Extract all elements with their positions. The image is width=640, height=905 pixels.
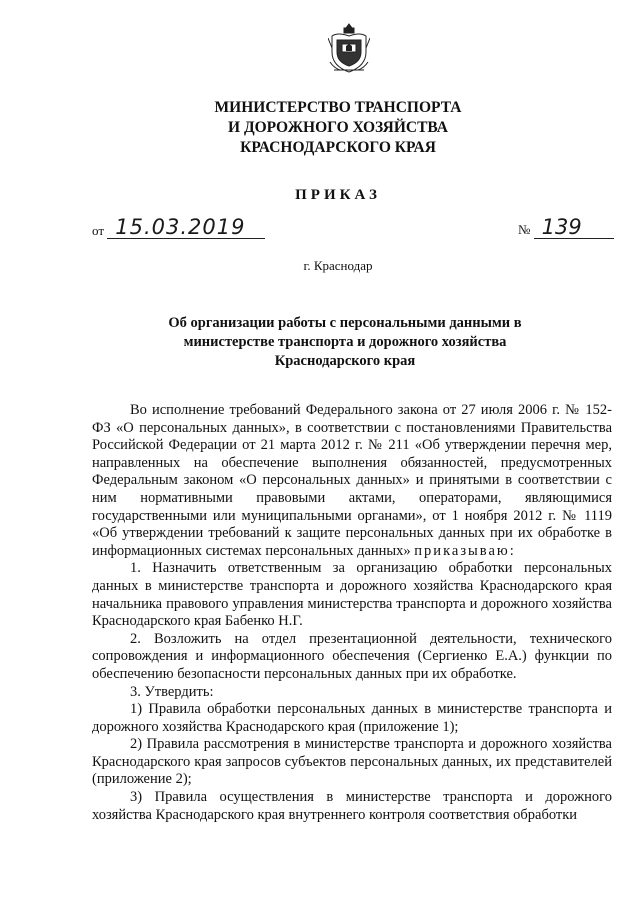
document-subject: Об организации работы с персональными данными в министерстве транспорта и дорожного хозяйства Краснодарского края <box>168 315 522 369</box>
handwritten-number: 139 <box>534 216 614 239</box>
order-subitem: 2) Правила рассмотрения в министерстве транспорта и дорожного хозяйства Краснодарского края запросов субъектов персональных данных, их представителей (приложение 2); <box>92 736 612 788</box>
coat-of-arms-emblem <box>328 22 370 76</box>
document-body <box>92 402 612 824</box>
order-item: 3. Утвердить: <box>130 683 214 700</box>
date-prefix: от <box>92 223 105 238</box>
document-type-label: ПРИКАЗ <box>295 187 381 203</box>
order-word: приказываю: <box>414 542 516 559</box>
city-label: г. Краснодар <box>303 258 373 273</box>
order-subitem: 1) Правила обработки персональных данных в министерстве транспорта и дорожного хозяйства Краснодарского края (приложение 1); <box>92 701 612 735</box>
city <box>0 258 640 274</box>
document-type <box>0 187 640 204</box>
order-item: 2. Возложить на отдел презентационной деятельности, технического сопровождения и информационного обеспечения (Сергиенко Е.А.) функции по обеспечению безопасности персональных данных при их обработке. <box>92 630 612 682</box>
intro-paragraph <box>92 402 612 560</box>
ministry-line: И ДОРОЖНОГО ХОЗЯЙСТВА <box>228 119 448 136</box>
intro-text: Во исполнение требований Федерального закона от 27 июля 2006 г. № 152-ФЗ «О персональных данных», в соответствии с постановлениями Правительства Российской Федерации от 21 марта 2012 г. № 211 «Об утверждении перечня мер, направленных на обеспечение выполнения обязанностей, предусмотренных Федеральным законом «О персональных данных» и принятыми в соответствии с ним нормативными правовыми актами, операторами, являющимися государственными или муниципальными органами», от 1 ноября 2012 г. № 1119 «Об утверждении требований к защите персональных данных при их обработке в информационных системах персональных данных» <box>92 402 612 559</box>
number-field <box>518 216 614 239</box>
number-prefix: № <box>518 222 531 237</box>
ministry-line: КРАСНОДАРСКОГО КРАЯ <box>240 139 436 156</box>
order-item: 1. Назначить ответственным за организацию обработки персональных данных в министерстве транспорта и дорожного хозяйства Краснодарского края начальника правового управления министерства транспорта и дорожного хозяйства Краснодарского края Бабенко Н.Г. <box>92 560 612 630</box>
handwritten-date: 15.03.2019 <box>107 216 265 239</box>
order-subitem: 3) Правила осуществления в министерстве транспорта и дорожного хозяйства Краснодарского края внутреннего контроля соответствия обработки <box>92 789 612 823</box>
ministry-name <box>0 98 640 158</box>
ministry-line: МИНИСТЕРСТВО ТРАНСПОРТА <box>214 99 462 116</box>
date-field <box>92 216 265 239</box>
